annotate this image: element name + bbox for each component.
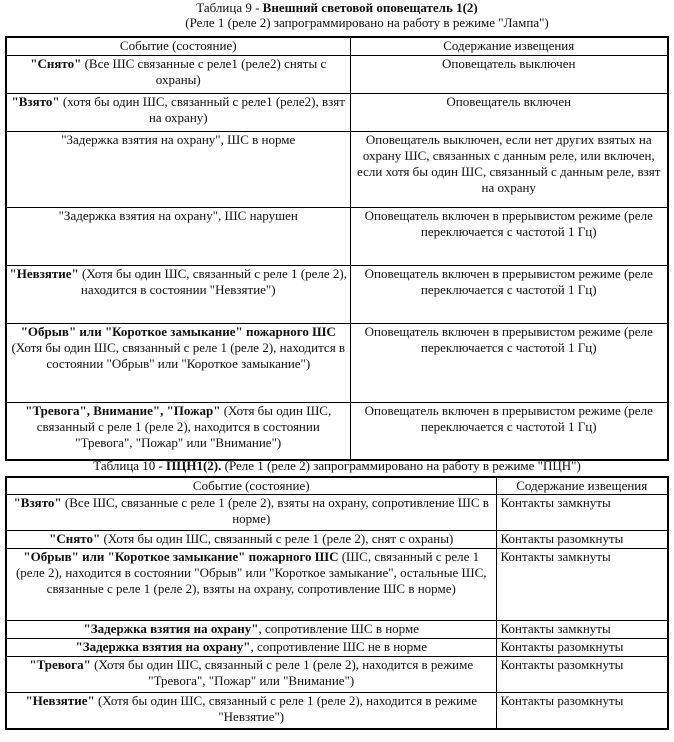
table10	[5, 476, 669, 730]
event-cell	[6, 657, 496, 693]
event-cell	[6, 207, 350, 265]
message-cell: Контакты замкнуты	[496, 621, 668, 639]
table9	[5, 36, 669, 461]
event-name: "Задержка взятия на охрану"	[83, 621, 259, 636]
event-name: "Снято"	[30, 55, 82, 71]
table-row	[6, 131, 668, 207]
event-description: (Хотя бы один ШС, связанный с реле 1 (реле 2), находится в состоянии "Обрыв" или "Короткое замыкание")	[11, 339, 346, 371]
event-description: (Все ШС, связанные с реле 1 (реле 2), взяты на охрану, сопротивление ШС в норме)	[61, 495, 489, 526]
message-cell: Контакты разомкнуты	[496, 693, 668, 729]
table-row	[6, 207, 668, 265]
event-name: "Невзятие"	[25, 693, 95, 708]
message-cell: Контакты замкнуты	[496, 495, 668, 531]
event-cell	[6, 549, 496, 621]
table9-header-row	[6, 37, 668, 55]
message-cell: Оповещатель включен в прерывистом режиме (реле переключается с частотой 1 Гц)	[350, 323, 668, 402]
message-cell: Контакты разомкнуты	[496, 639, 668, 657]
table9-caption-title: Внешний световой оповещатель 1(2)	[262, 0, 478, 15]
table-row	[6, 621, 668, 639]
event-description: "Задержка взятия на охрану", ШС в норме	[61, 131, 296, 147]
event-name: "Тревога", Внимание", "Пожар"	[25, 402, 221, 418]
event-description: , сопротивление ШС не в норме	[250, 639, 427, 654]
event-name: "Обрыв" или "Короткое замыкание" пожарного ШС	[20, 323, 336, 339]
table-row	[6, 693, 668, 729]
table10-header-row	[6, 477, 668, 495]
table-row	[6, 265, 668, 323]
event-name: "Обрыв" или "Короткое замыкание" пожарного ШС	[23, 549, 339, 564]
event-cell	[6, 621, 496, 639]
message-cell: Контакты разомкнуты	[496, 531, 668, 549]
table10-col-event: Событие (состояние)	[6, 477, 496, 495]
event-name: "Задержка взятия на охрану"	[75, 639, 251, 654]
message-cell: Оповещатель включен в прерывистом режиме (реле переключается с частотой 1 Гц)	[350, 402, 668, 460]
table-row	[6, 402, 668, 460]
event-name: "Снято"	[49, 531, 101, 546]
table10-caption-prefix: Таблица 10 -	[93, 458, 167, 473]
table-row	[6, 93, 668, 131]
event-description: (Хотя бы один ШС, связанный с реле 1 (реле 2), находится в состоянии "Тревога", "Пожар" или "Внимание")	[36, 402, 332, 450]
table-row	[6, 657, 668, 693]
message-cell: Оповещатель выключен, если нет других взятых на охрану ШС, связанных с данным реле, или включен, если хотя бы один ШС, связанный с данным реле, взят на охрану	[350, 131, 668, 207]
table-row	[6, 495, 668, 531]
event-description: (Хотя бы один ШС, связанный с реле 1 (реле 2), снят с охраны)	[100, 531, 454, 546]
event-description: (Хотя бы один ШС, связанный с реле 1 (реле 2), находится в режиме "Невзятие")	[94, 693, 478, 724]
event-cell	[6, 131, 350, 207]
event-cell	[6, 323, 350, 402]
message-cell: Оповещатель включен	[350, 93, 668, 131]
message-cell: Оповещатель включен в прерывистом режиме (реле переключается с частотой 1 Гц)	[350, 265, 668, 323]
event-description: (хотя бы один ШС, связанный с реле1 (реле2), взят на охрану)	[59, 93, 345, 125]
event-cell	[6, 639, 496, 657]
event-cell	[6, 265, 350, 323]
event-cell	[6, 495, 496, 531]
event-cell	[6, 402, 350, 460]
table-row	[6, 549, 668, 621]
message-cell: Контакты разомкнуты	[496, 657, 668, 693]
table-row	[6, 639, 668, 657]
table9-caption-line2: (Реле 1 (реле 2) запрограммировано на работу в режиме "Лампа")	[185, 15, 549, 30]
message-cell: Контакты замкнуты	[496, 549, 668, 621]
event-description: (Хотя бы один ШС, связанный с реле 1 (реле 2), находится в режиме "Тревога", "Пожар" или "Внимание")	[90, 657, 474, 688]
table-row	[6, 531, 668, 549]
table10-caption-rest: (Реле 1 (реле 2) запрограммировано на работу в режиме "ПЦН")	[221, 458, 581, 473]
message-cell: Оповещатель включен в прерывистом режиме (реле переключается с частотой 1 Гц)	[350, 207, 668, 265]
event-cell	[6, 531, 496, 549]
table-row	[6, 323, 668, 402]
event-cell	[6, 55, 350, 93]
table10-caption	[0, 458, 674, 473]
table9-col-message: Содержание извещения	[350, 37, 668, 55]
table10-caption-title: ПЦН1(2).	[166, 458, 222, 473]
message-cell: Оповещатель выключен	[350, 55, 668, 93]
event-name: "Невзятие"	[9, 265, 79, 281]
table-row	[6, 55, 668, 93]
table10-col-message: Содержание извещения	[496, 477, 668, 495]
event-name: "Взято"	[11, 93, 60, 109]
event-cell	[6, 693, 496, 729]
table9-caption	[0, 0, 674, 30]
event-description: "Задержка взятия на охрану", ШС нарушен	[58, 207, 298, 223]
event-cell	[6, 93, 350, 131]
table9-col-event: Событие (состояние)	[6, 37, 350, 55]
event-description: (ШС, связанный с реле 1 (реле 2), находится в состоянии "Обрыв" или "Короткое замыкание", остальные ШС, связанные с реле 1 (реле 2), взяты на охрану, сопротивление ШС в норме)	[15, 549, 487, 596]
table9-caption-prefix: Таблица 9 -	[196, 0, 263, 15]
event-name: "Взято"	[13, 495, 62, 510]
event-description: (Хотя бы один ШС, связанный с реле 1 (реле 2), находится в состоянии "Невзятие")	[78, 265, 347, 297]
event-description: (Все ШС связанные с реле1 (реле2) сняты с охраны)	[81, 55, 327, 87]
event-description: , сопротивление ШС в норме	[258, 621, 419, 636]
event-name: "Тревога"	[29, 657, 91, 672]
